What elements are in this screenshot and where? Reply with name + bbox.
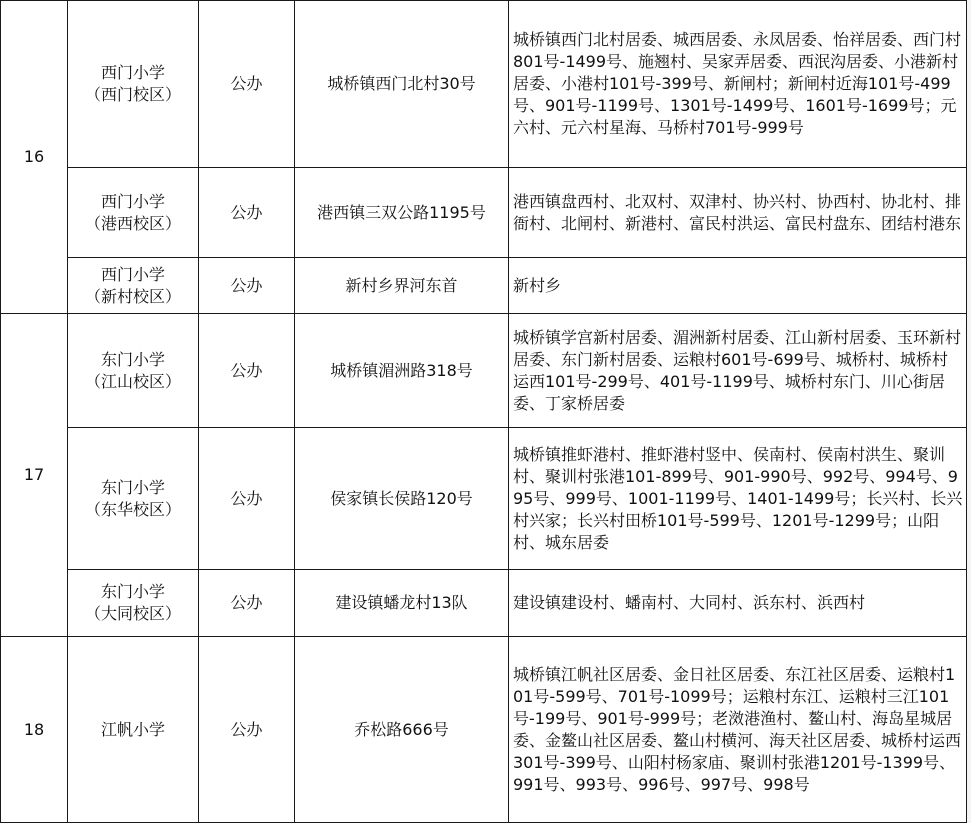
school-address-cell: 城桥镇西门北村30号 [295,1,509,168]
school-name-cell [68,570,199,637]
enrollment-area-cell: 城桥镇学宫新村居委、湄洲新村居委、江山新村居委、玉环新村居委、东门新村居委、运粮村601号-699号、城桥村、城桥村运西101号-299号、401号-1199号、城桥村东门、川心街居委、丁家桥居委 [509,314,967,428]
table-row [1,314,967,428]
school-address-cell: 城桥镇湄洲路318号 [295,314,509,428]
school-name-cell [68,168,199,258]
school-type-cell: 公办 [199,428,295,570]
school-address-cell: 乔松路666号 [295,637,509,823]
table-row [1,428,967,570]
enrollment-area-cell: 城桥镇西门北村居委、城西居委、永凤居委、怡祥居委、西门村801号-1499号、施翘村、吴家弄居委、西泯沟居委、小港新村居委、小港村101号-399号、新闸村；新闸村近海101号-499号、901号-1199号、1301号-1499号、1601号-1699号；元六村、元六村星海、马桥村701号-999号 [509,1,967,168]
school-type-cell: 公办 [199,314,295,428]
enrollment-area-cell: 城桥镇推虾港村、推虾港村竖中、侯南村、侯南村洪生、聚训村、聚训村张港101-899号、901-990号、992号、994号、995号、999号、1001-1199号、1401-1499号；长兴村、长兴村兴家；长兴村田桥101号-599号、1201号-1299号；山阳村、城东居委 [509,428,967,570]
school-name-cell [68,1,199,168]
enrollment-area-cell: 建设镇建设村、蟠南村、大同村、浜东村、浜西村 [509,570,967,637]
table-row [1,258,967,314]
school-address-cell: 建设镇蟠龙村13队 [295,570,509,637]
school-name: 江帆小学 [100,719,165,739]
campus-name: （东华校区） [84,499,181,519]
campus-name: （新村校区） [84,286,181,306]
school-address-cell: 港西镇三双公路1195号 [295,168,509,258]
school-name-cell [68,428,199,570]
enrollment-area-cell: 港西镇盘西村、北双村、双津村、协兴村、协西村、协北村、排衙村、北闸村、新港村、富民村洪运、富民村盘东、团结村港东 [509,168,967,258]
school-name: 东门小学 [100,349,165,369]
campus-name: （大同校区） [84,604,181,623]
school-name: 西门小学 [100,63,165,82]
group-number: 16 [23,147,45,166]
school-name: 东门小学 [100,582,165,601]
school-type-cell: 公办 [199,1,295,168]
school-name: 西门小学 [100,191,165,211]
table-row [1,570,967,637]
school-type-cell: 公办 [199,637,295,823]
group-number-cell: 17 [1,314,68,637]
table-row [1,168,967,258]
campus-name: （江山校区） [84,371,181,391]
school-type-cell: 公办 [199,168,295,258]
school-type-cell: 公办 [199,570,295,637]
school-name-cell [68,314,199,428]
school-name: 西门小学 [100,264,165,284]
school-address-cell: 侯家镇长侯路120号 [295,428,509,570]
school-address-cell: 新村乡界河东首 [295,258,509,314]
campus-name: （港西校区） [84,213,181,233]
school-name-cell [68,258,199,314]
enrollment-area-cell: 城桥镇江帆社区居委、金日社区居委、东江社区居委、运粮村101号-599号、701号-1099号；运粮村东江、运粮村三江101号-199号、901号-999号；老滧港渔村、鳌山村、海岛星城居委、金鳌山社区居委、鳌山村横河、海天社区居委、城桥村运西301号-399号、山阳村杨家庙、聚训村张港1201号-1399号、991号、993号、996号、997号、998号 [509,637,967,823]
table-row [1,1,967,168]
group-number-cell [1,1,68,314]
school-type-cell: 公办 [199,258,295,314]
campus-name: （西门校区） [84,85,181,104]
sheet-edge [966,0,971,823]
school-name: 东门小学 [100,477,165,497]
table-row [1,637,967,823]
school-name-cell [68,637,199,823]
enrollment-area-cell: 新村乡 [509,258,967,314]
group-number-cell: 18 [1,637,68,823]
